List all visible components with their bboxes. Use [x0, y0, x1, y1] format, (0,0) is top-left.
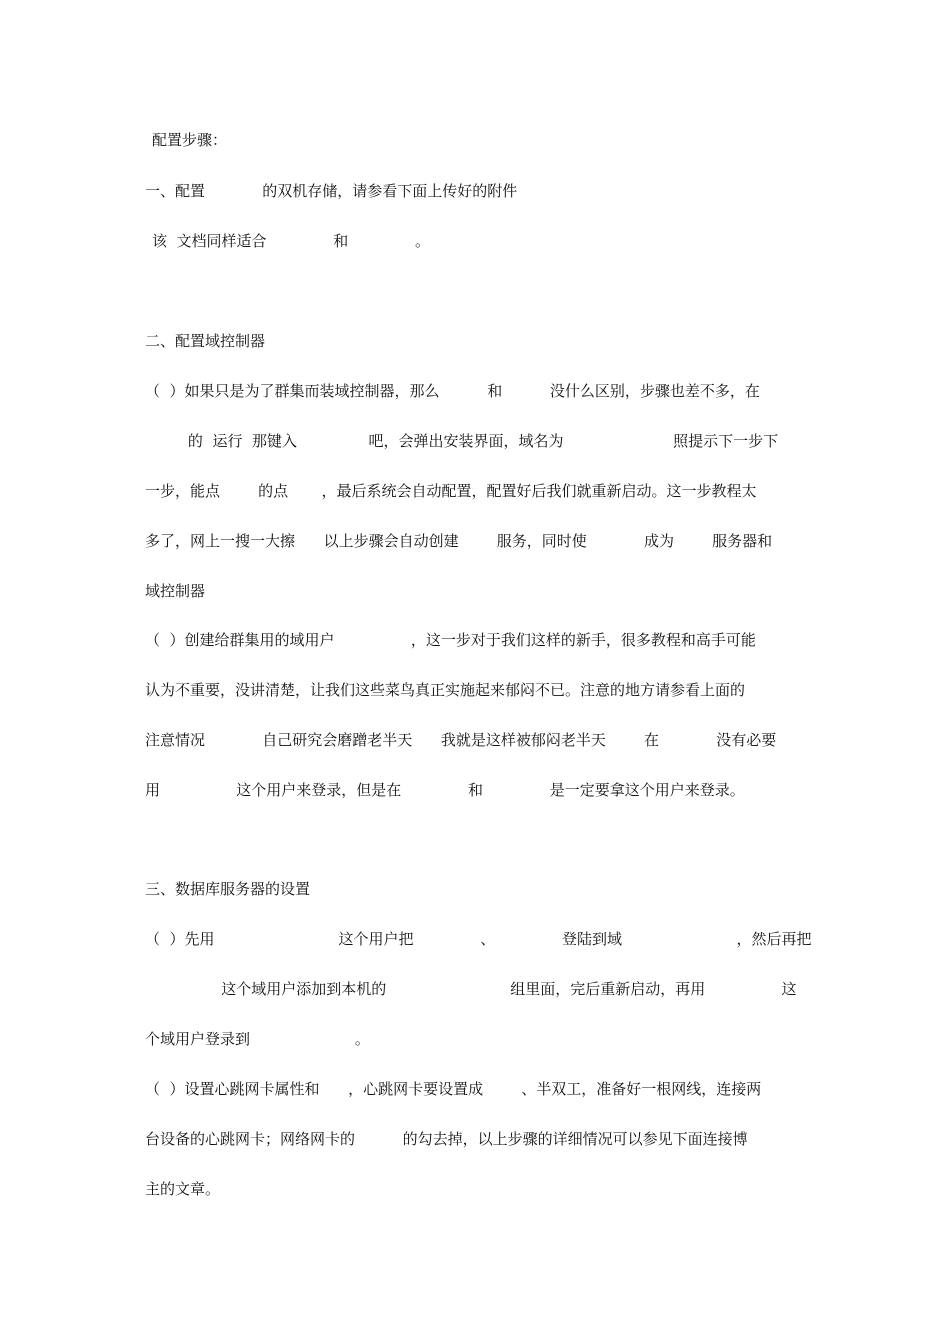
section-1-line-2: 该 文档同样适合 和 。 — [152, 232, 431, 250]
section-3-para-1-line-3: 个域用户登录到 。 — [145, 1030, 370, 1048]
section-2-para-1-line-3: 一步，能点 的点 ，最后系统会自动配置，配置好后我们就重新启动。这一步教程太 — [145, 482, 757, 500]
section-2-para-2-line-4: 用 这个用户来登录，但是在 和 是一定要拿这个用户来登录。 — [145, 781, 745, 799]
section-3-para-2-line-1: （ ）设置心跳网卡属性和 ，心跳网卡要设置成 、半双工，准备好一根网线，连接两 — [145, 1080, 762, 1098]
section-3-para-1-line-2: 这个域用户添加到本机的 组里面，完后重新启动，再用 这 — [145, 980, 797, 998]
section-3-para-2-line-2: 台设备的心跳网卡；网络网卡的 的勾去掉，以上步骤的详细情况可以参见下面连接博 — [145, 1130, 748, 1148]
steps-heading: 配置步骤： — [152, 131, 228, 149]
section-2-para-1-line-4: 多了，网上一搜一大擦 以上步骤会自动创建 服务，同时使 成为 服务器和 — [145, 532, 773, 550]
section-1-title: 一、配置 的双机存储，请参看下面上传好的附件 — [145, 182, 518, 200]
section-3-para-1-line-1: （ ）先用 这个用户把 、 登陆到域 ，然后再把 — [145, 930, 812, 948]
section-2-para-1-line-5: 域控制器 — [145, 582, 206, 600]
section-3-title: 三、数据库服务器的设置 — [145, 880, 311, 898]
section-2-para-2-line-2: 认为不重要，没讲清楚，让我们这些菜鸟真正实施起来郁闷不已。注意的地方请参看上面的 — [145, 681, 746, 699]
section-2-para-1-line-1: （ ）如果只是为了群集而装域控制器，那么 和 没什么区别，步骤也差不多，在 — [145, 382, 760, 400]
section-2-title: 二、配置域控制器 — [145, 332, 266, 350]
section-2-para-1-line-2: 的 运行 那键入 吧，会弹出安装界面，域名为 照提示下一步下 — [145, 432, 779, 450]
section-2-para-2-line-1: （ ）创建给群集用的域用户 ，这一步对于我们这样的新手，很多教程和高手可能 — [145, 631, 756, 649]
section-3-para-2-line-3: 主的文章。 — [145, 1180, 221, 1198]
section-2-para-2-line-3: 注意情况 自己研究会磨蹭老半天 我就是这样被郁闷老半天 在 没有必要 — [145, 731, 777, 749]
